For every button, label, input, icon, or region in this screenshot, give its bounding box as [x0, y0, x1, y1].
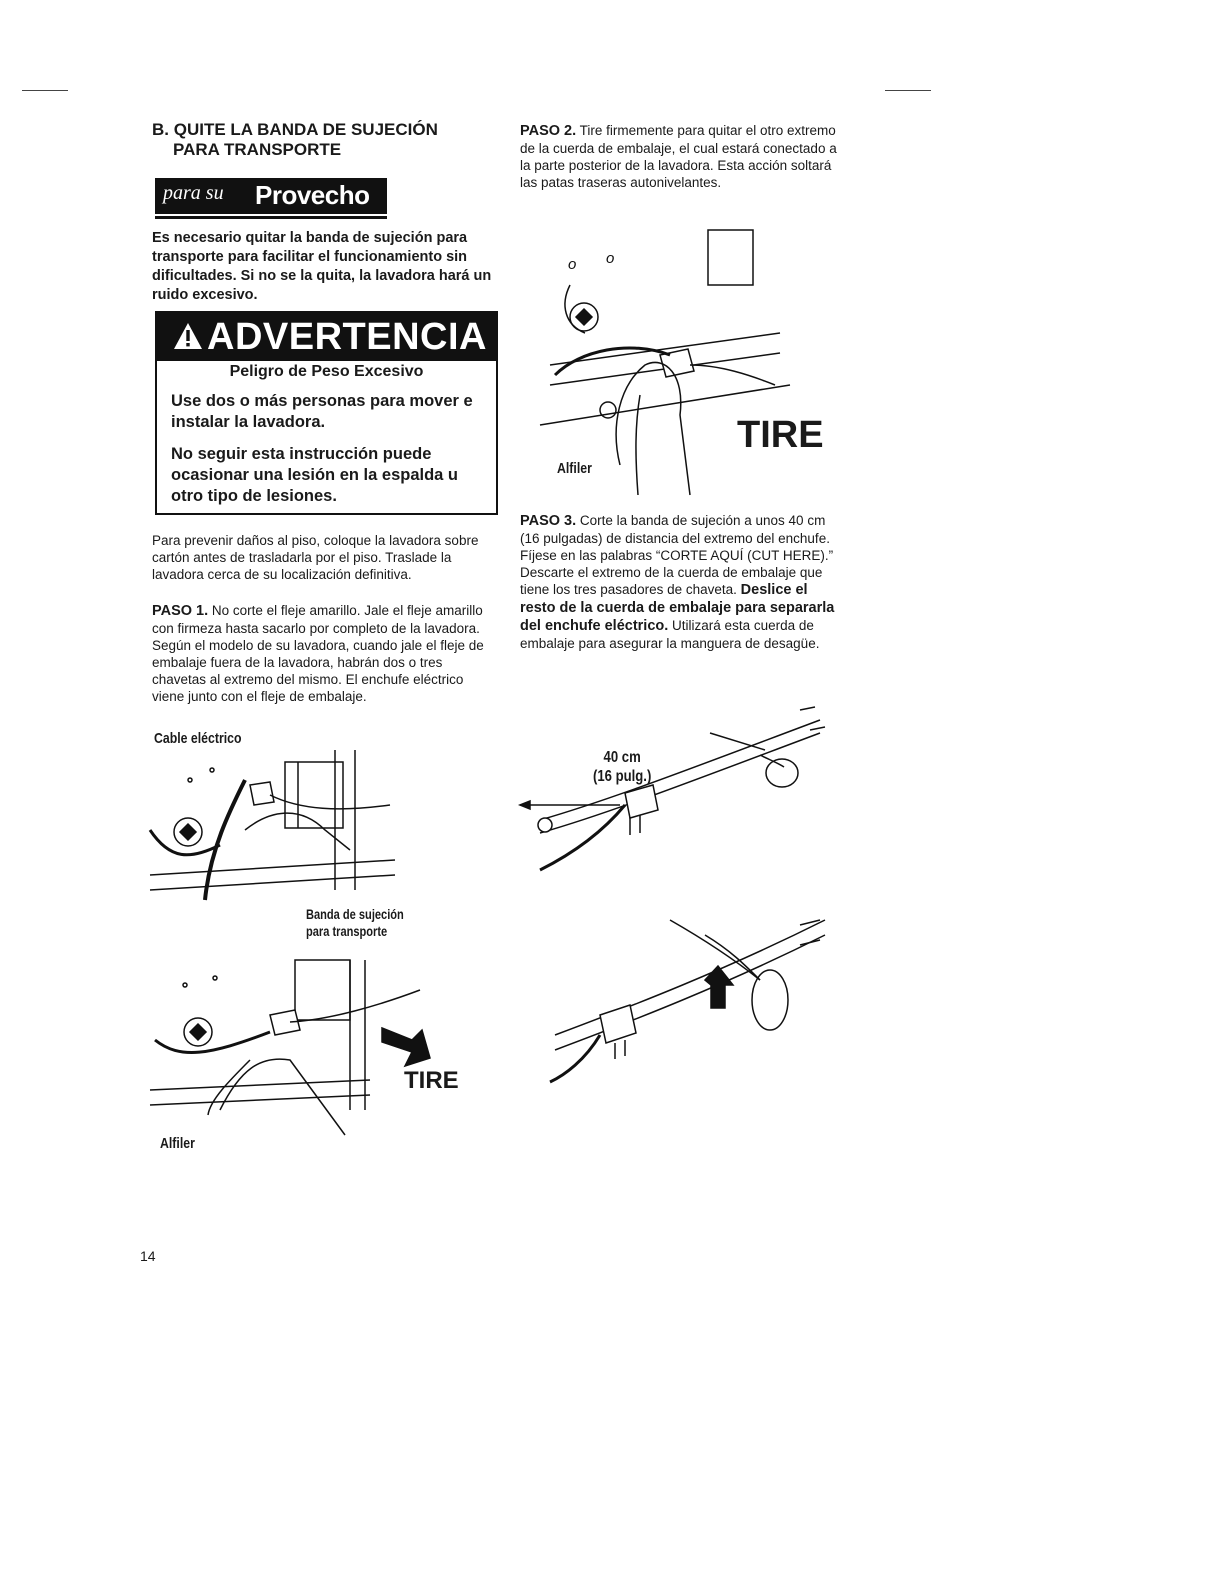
svg-text:o: o: [606, 250, 615, 267]
section-heading-line1: B. QUITE LA BANDA DE SUJECIÓN: [152, 120, 438, 139]
fig1-label-band-line2: para transporte: [306, 924, 388, 939]
warning-instruction-1: Use dos o más personas para mover e instalar la lavadora.: [171, 392, 473, 431]
warning-triangle-icon: [173, 322, 203, 350]
step3-text-a: Corte la banda de sujeción a unos 40 cm (16 pulgadas) de distancia del extremo del enchufe. Fíjese en las palabras “CORTE AQUÍ (CUT HERE).” Descarte el extremo de la cuerda de embalaje que tiene los tres pasadores de chaveta.: [520, 513, 834, 597]
left-column: [152, 120, 504, 160]
warning-header: [157, 313, 496, 361]
figure-1-illustration: [150, 750, 400, 920]
floor-paragraph: Para prevenir daños al piso, coloque la lavadora sobre cartón antes de trasladarla por el piso. Traslade la lavadora cerca de su localización definitiva.: [152, 533, 479, 582]
fig3-label-pin: Alfiler: [557, 460, 592, 477]
warning-box: [155, 311, 498, 515]
fig1-label-cable: Cable eléctrico: [154, 730, 242, 747]
step2-label: PASO 2.: [520, 123, 577, 139]
logo-part2: Provecho: [255, 180, 370, 210]
warning-hazard: Peligro de Peso Excesivo: [229, 363, 424, 380]
logo-underline: [155, 216, 387, 219]
warning-instruction-2: No seguir esta instrucción puede ocasionar una lesión en la espalda u otro tipo de lesiones.: [171, 445, 459, 505]
logo-part1: para su: [163, 182, 224, 204]
margin-rule-right: [885, 90, 931, 91]
figure-4-illustration: [520, 705, 840, 875]
figure-5-illustration: [545, 910, 835, 1085]
fig1-label-band-line1: Banda de sujeción: [306, 907, 404, 922]
intro-bold-paragraph: Es necesario quitar la banda de sujeción para transporte para facilitar el funcionamiento sin dificultades. Si no se la quita, la lavadora hará un ruido excesivo.: [152, 230, 492, 303]
fig3-label-pull: TIRE: [737, 414, 824, 456]
figure-2-illustration: [150, 960, 450, 1145]
step2-text: Tire firmemente para quitar el otro extremo de la cuerda de embalaje, el cual estará conectado a la parte posterior de la lavadora. Esta acción soltará las patas traseras autonivelantes.: [520, 123, 837, 190]
step1-label: PASO 1.: [152, 603, 209, 619]
step3-label: PASO 3.: [520, 513, 577, 529]
step3-text-b: Utilizará esta cuerda de embalaje para asegurar la manguera de desagüe.: [520, 618, 820, 651]
figure-3-illustration: [540, 225, 820, 500]
warning-title: ADVERTENCIA: [207, 316, 487, 358]
step1-text: No corte el fleje amarillo. Jale el fleje amarillo con firmeza hasta sacarlo por completo de la lavadora. Según el modelo de su lavadora, cuando jale el fleje de embalaje fuera de la lavadora, habrán dos o tres chavetas al extremo del mismo. El enchufe eléctrico viene junto con el fleje de embalaje.: [152, 603, 484, 704]
section-heading-line2: PARA TRANSPORTE: [173, 140, 342, 159]
section-heading: [152, 120, 504, 160]
fig4-label-in: (16 pulg.): [593, 768, 652, 785]
margin-rule-left: [22, 90, 68, 91]
step2-paragraph: [520, 122, 842, 191]
step1-paragraph: [152, 602, 497, 705]
fig2-label-pull: TIRE: [404, 1067, 459, 1094]
fig2-label-pin: Alfiler: [160, 1135, 195, 1152]
svg-text:o: o: [568, 256, 577, 273]
step3-text-bold: Deslice el resto de la cuerda de embalaje para separarla del enchufe eléctrico.: [520, 582, 835, 634]
fig4-label-cm: 40 cm: [603, 749, 641, 766]
para-su-provecho-logo: [155, 178, 387, 214]
page-number: 14: [140, 1248, 156, 1264]
fig1-label-band: [306, 906, 404, 940]
step3-paragraph: [520, 512, 845, 652]
fig4-label-length: [593, 748, 651, 786]
